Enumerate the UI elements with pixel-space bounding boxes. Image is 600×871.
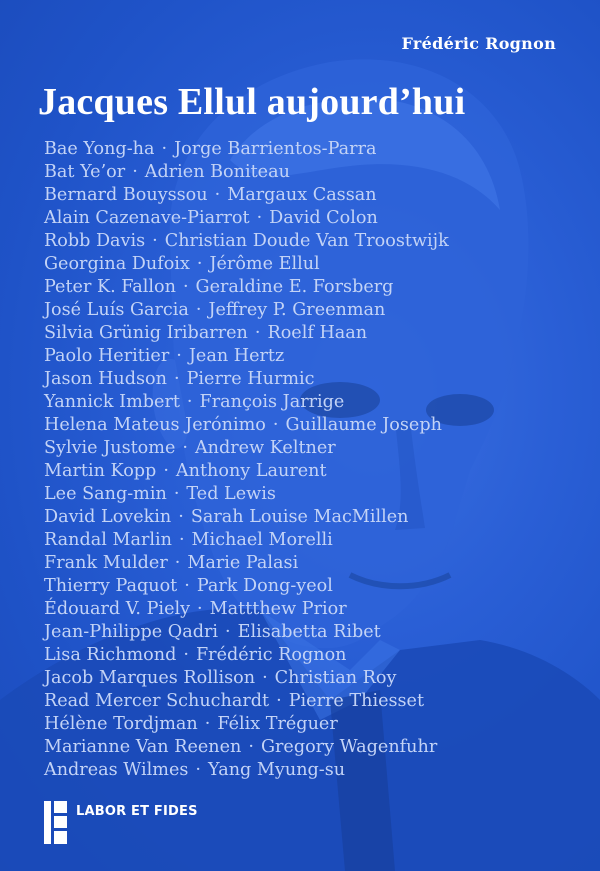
contributor-name: Gregory Wagenfuhr xyxy=(260,737,438,757)
contributor-name: Read Mercer Schuchardt xyxy=(44,691,270,711)
contributor-name: Andreas Wilmes xyxy=(44,760,189,780)
separator-dot: · xyxy=(204,714,211,734)
contributor-name: François Jarrige xyxy=(199,392,345,412)
contributor-name: Édouard V. Piely xyxy=(44,599,191,619)
separator-dot: · xyxy=(183,645,189,665)
contributor-name: Christian Doude Van Troostwijk xyxy=(164,231,449,251)
publisher-name: LABOR ET FIDES xyxy=(76,804,198,819)
contributor-line xyxy=(44,552,449,575)
contributor-name: Silvia Grünig Iribarren xyxy=(44,323,248,343)
contributor-line xyxy=(44,759,449,782)
contributor-name: Pierre Thiesset xyxy=(288,691,425,711)
contributor-name: Peter K. Fallon xyxy=(44,277,176,297)
contributor-line xyxy=(44,414,449,437)
separator-dot: · xyxy=(225,622,231,642)
contributor-line xyxy=(44,736,449,759)
contributor-line xyxy=(44,138,449,161)
contributor-name: Adrien Boniteau xyxy=(144,162,290,182)
contributor-line xyxy=(44,184,449,207)
contributor-name: Margaux Cassan xyxy=(227,185,377,205)
contributor-name: Ted Lewis xyxy=(186,484,276,504)
contributor-name: Marianne Van Reenen xyxy=(44,737,242,757)
contributor-line xyxy=(44,506,449,529)
contributor-line xyxy=(44,644,449,667)
contributor-name: Bernard Bouyssou xyxy=(44,185,208,205)
separator-dot: · xyxy=(272,415,279,435)
contributor-name: Jacob Marques Rollison xyxy=(44,668,256,688)
contributor-line xyxy=(44,230,449,253)
separator-dot: · xyxy=(182,438,188,458)
separator-dot: · xyxy=(174,553,181,573)
contributor-name: Frank Mulder xyxy=(44,553,168,573)
contributor-line xyxy=(44,690,449,713)
contributor-name: Marie Palasi xyxy=(187,553,299,573)
separator-dot: · xyxy=(196,254,203,274)
author-name: Frédéric Rognon xyxy=(401,34,556,53)
contributor-line xyxy=(44,161,449,184)
contributor-name: Lisa Richmond xyxy=(44,645,177,665)
contributor-name: Sarah Louise MacMillen xyxy=(190,507,409,527)
contributor-name: David Colon xyxy=(269,208,378,228)
separator-dot: · xyxy=(176,346,182,366)
separator-dot: · xyxy=(197,599,203,619)
separator-dot: · xyxy=(161,139,168,159)
contributor-line xyxy=(44,460,449,483)
contributor-name: Hélène Tordjman xyxy=(44,714,198,734)
separator-dot: · xyxy=(186,392,193,412)
contributor-line xyxy=(44,667,449,690)
contributor-name: Roelf Haan xyxy=(267,323,368,343)
contributor-name: Sylvie Justome xyxy=(44,438,176,458)
contributor-name: Christian Roy xyxy=(274,668,397,688)
contributor-name: Thierry Paquot xyxy=(44,576,178,596)
contributor-name: Anthony Laurent xyxy=(175,461,327,481)
separator-dot: · xyxy=(152,231,158,251)
separator-dot: · xyxy=(262,668,268,688)
contributor-line xyxy=(44,299,449,322)
contributor-name: Yang Myung-su xyxy=(207,760,346,780)
separator-dot: · xyxy=(254,323,261,343)
contributor-name: Jean Hertz xyxy=(188,346,285,366)
separator-dot: · xyxy=(248,737,254,757)
contributor-name: Randal Marlin xyxy=(44,530,172,550)
book-title: Jacques Ellul aujourd’hui xyxy=(38,81,466,123)
separator-dot: · xyxy=(256,208,263,228)
contributor-name: Robb Davis xyxy=(44,231,146,251)
contributor-line xyxy=(44,322,449,345)
contributor-line xyxy=(44,368,449,391)
labor-et-fides-logo-icon xyxy=(44,801,67,844)
separator-dot: · xyxy=(173,369,180,389)
contributor-name: Frédéric Rognon xyxy=(195,645,347,665)
publisher xyxy=(44,801,198,844)
contributor-name: Jérôme Ellul xyxy=(209,254,320,274)
contributor-name: José Luís Garcia xyxy=(44,300,189,320)
separator-dot: · xyxy=(195,760,201,780)
contributor-line xyxy=(44,276,449,299)
contributor-name: Jean-Philippe Qadri xyxy=(44,622,219,642)
separator-dot: · xyxy=(163,461,169,481)
contributor-line xyxy=(44,575,449,598)
contributor-line xyxy=(44,207,449,230)
contributor-name: Bat Ye’or xyxy=(44,162,126,182)
separator-dot: · xyxy=(276,691,282,711)
contributor-name: Jeffrey P. Greenman xyxy=(208,300,386,320)
separator-dot: · xyxy=(132,162,138,182)
contributor-name: Alain Cazenave-Piarrot xyxy=(44,208,250,228)
contributor-list xyxy=(44,138,449,782)
contributor-name: Bae Yong-ha xyxy=(44,139,155,159)
contributor-line xyxy=(44,437,449,460)
separator-dot: · xyxy=(214,185,221,205)
contributor-name: David Lovekin xyxy=(44,507,172,527)
contributor-name: Georgina Dufoix xyxy=(44,254,190,274)
contributor-line xyxy=(44,253,449,276)
contributor-name: Lee Sang-min xyxy=(44,484,167,504)
contributor-line xyxy=(44,345,449,368)
separator-dot: · xyxy=(173,484,180,504)
contributor-line xyxy=(44,529,449,552)
contributor-name: Yannick Imbert xyxy=(44,392,180,412)
contributor-name: Elisabetta Ribet xyxy=(237,622,381,642)
contributor-name: Félix Tréguer xyxy=(217,714,338,734)
separator-dot: · xyxy=(178,530,185,550)
contributor-name: Mattthew Prior xyxy=(209,599,347,619)
contributor-line xyxy=(44,713,449,736)
contributor-name: Martin Kopp xyxy=(44,461,157,481)
separator-dot: · xyxy=(182,277,189,297)
contributor-name: Helena Mateus Jerónimo xyxy=(44,415,266,435)
separator-dot: · xyxy=(178,507,184,527)
contributor-name: Jason Hudson xyxy=(44,369,167,389)
contributor-name: Michael Morelli xyxy=(191,530,333,550)
contributor-line xyxy=(44,391,449,414)
separator-dot: · xyxy=(184,576,190,596)
contributor-name: Park Dong-yeol xyxy=(196,576,333,596)
contributor-name: Geraldine E. Forsberg xyxy=(195,277,394,297)
contributor-name: Pierre Hurmic xyxy=(186,369,315,389)
contributor-name: Jorge Barrientos-Parra xyxy=(174,139,377,159)
separator-dot: · xyxy=(195,300,202,320)
contributor-line xyxy=(44,483,449,506)
contributor-line xyxy=(44,598,449,621)
contributor-name: Guillaume Joseph xyxy=(285,415,442,435)
contributor-line xyxy=(44,621,449,644)
contributor-name: Paolo Heritier xyxy=(44,346,170,366)
contributor-name: Andrew Keltner xyxy=(194,438,336,458)
